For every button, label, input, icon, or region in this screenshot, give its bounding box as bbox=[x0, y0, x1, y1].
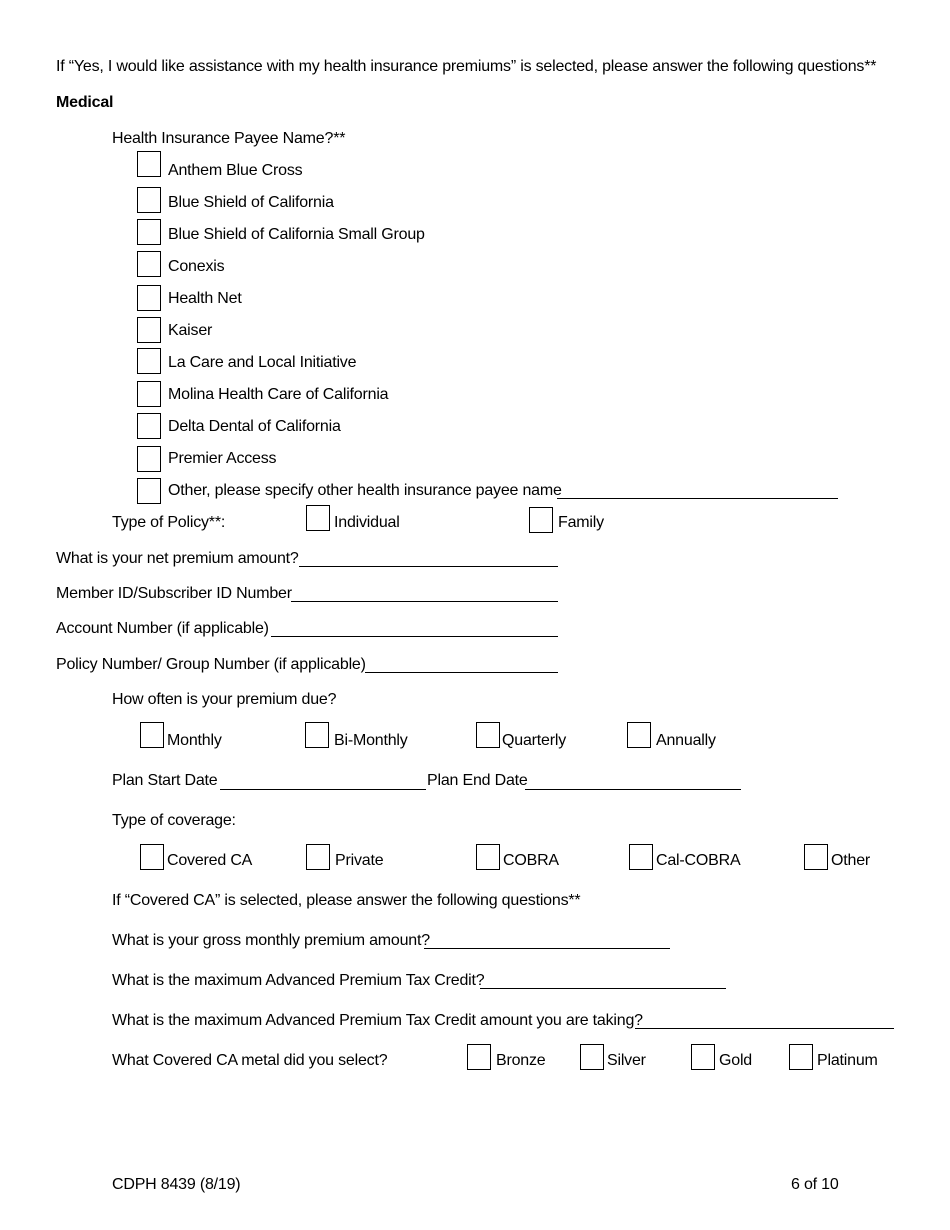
net-premium-input-line[interactable] bbox=[299, 566, 558, 567]
section-title: Medical bbox=[56, 94, 114, 111]
coverage-label-cobra: COBRA bbox=[503, 852, 559, 869]
payee-label-anthem: Anthem Blue Cross bbox=[168, 162, 303, 179]
frequency-checkbox-annually[interactable] bbox=[627, 722, 651, 748]
coverage-label: Type of coverage: bbox=[112, 812, 236, 829]
plan-end-input-line[interactable] bbox=[525, 789, 741, 790]
frequency-label-quarterly: Quarterly bbox=[502, 732, 566, 749]
payee-checkbox-other[interactable] bbox=[137, 478, 161, 504]
frequency-checkbox-quarterly[interactable] bbox=[476, 722, 500, 748]
metal-label-bronze: Bronze bbox=[496, 1052, 546, 1069]
payee-checkbox-blue-shield-small-group[interactable] bbox=[137, 219, 161, 245]
footer-form-id: CDPH 8439 (8/19) bbox=[112, 1176, 241, 1193]
member-id-input-line[interactable] bbox=[291, 601, 558, 602]
payee-label-delta-dental: Delta Dental of California bbox=[168, 418, 341, 435]
frequency-label-bi-monthly: Bi-Monthly bbox=[334, 732, 408, 749]
aptc-taking-input-line[interactable] bbox=[635, 1028, 894, 1029]
payee-checkbox-premier-access[interactable] bbox=[137, 446, 161, 472]
footer-page-number: 6 of 10 bbox=[791, 1176, 839, 1193]
policy-type-label: Type of Policy**: bbox=[112, 514, 226, 531]
coverage-label-other: Other bbox=[831, 852, 871, 869]
account-number-input-line[interactable] bbox=[271, 636, 558, 637]
plan-end-label: Plan End Date bbox=[427, 772, 528, 789]
covered-ca-intro: If “Covered CA” is selected, please answer the following questions** bbox=[112, 892, 581, 909]
coverage-label-cal-cobra: Cal-COBRA bbox=[656, 852, 741, 869]
coverage-checkbox-cal-cobra[interactable] bbox=[629, 844, 653, 870]
account-number-label: Account Number (if applicable) bbox=[56, 620, 269, 637]
coverage-checkbox-covered-ca[interactable] bbox=[140, 844, 164, 870]
payee-label-premier-access: Premier Access bbox=[168, 450, 277, 467]
payee-checkbox-health-net[interactable] bbox=[137, 285, 161, 311]
coverage-label-private: Private bbox=[335, 852, 384, 869]
intro-text: If “Yes, I would like assistance with my health insurance premiums” is selected, please answer the following questions** bbox=[56, 58, 877, 75]
coverage-checkbox-other[interactable] bbox=[804, 844, 828, 870]
policy-label-individual: Individual bbox=[334, 514, 400, 531]
policy-label-family: Family bbox=[558, 514, 604, 531]
policy-checkbox-family[interactable] bbox=[529, 507, 553, 533]
max-aptc-input-line[interactable] bbox=[480, 988, 726, 989]
payee-label-other: Other, please specify other health insurance payee name bbox=[168, 482, 562, 499]
metal-label-gold: Gold bbox=[719, 1052, 752, 1069]
payee-checkbox-blue-shield[interactable] bbox=[137, 187, 161, 213]
payee-checkbox-la-care[interactable] bbox=[137, 348, 161, 374]
frequency-checkbox-bi-monthly[interactable] bbox=[305, 722, 329, 748]
aptc-taking-label: What is the maximum Advanced Premium Tax Credit amount you are taking? bbox=[112, 1012, 643, 1029]
payee-label-la-care: La Care and Local Initiative bbox=[168, 354, 357, 371]
payee-question: Health Insurance Payee Name?** bbox=[112, 130, 346, 147]
plan-start-label: Plan Start Date bbox=[112, 772, 218, 789]
payee-label-molina: Molina Health Care of California bbox=[168, 386, 389, 403]
frequency-checkbox-monthly[interactable] bbox=[140, 722, 164, 748]
payee-checkbox-molina[interactable] bbox=[137, 381, 161, 407]
metal-label-silver: Silver bbox=[607, 1052, 646, 1069]
payee-checkbox-anthem[interactable] bbox=[137, 151, 161, 177]
net-premium-label: What is your net premium amount? bbox=[56, 550, 299, 567]
payee-checkbox-kaiser[interactable] bbox=[137, 317, 161, 343]
coverage-label-covered-ca: Covered CA bbox=[167, 852, 253, 869]
metal-checkbox-bronze[interactable] bbox=[467, 1044, 491, 1070]
frequency-question: How often is your premium due? bbox=[112, 691, 337, 708]
metal-question: What Covered CA metal did you select? bbox=[112, 1052, 388, 1069]
metal-checkbox-gold[interactable] bbox=[691, 1044, 715, 1070]
payee-label-health-net: Health Net bbox=[168, 290, 242, 307]
metal-label-platinum: Platinum bbox=[817, 1052, 878, 1069]
payee-label-blue-shield: Blue Shield of California bbox=[168, 194, 334, 211]
metal-checkbox-silver[interactable] bbox=[580, 1044, 604, 1070]
policy-number-input-line[interactable] bbox=[365, 672, 558, 673]
payee-other-input-line[interactable] bbox=[557, 498, 838, 499]
payee-label-conexis: Conexis bbox=[168, 258, 225, 275]
payee-label-kaiser: Kaiser bbox=[168, 322, 213, 339]
member-id-label: Member ID/Subscriber ID Number bbox=[56, 585, 292, 602]
frequency-label-monthly: Monthly bbox=[167, 732, 222, 749]
plan-start-input-line[interactable] bbox=[220, 789, 426, 790]
payee-label-blue-shield-small-group: Blue Shield of California Small Group bbox=[168, 226, 425, 243]
coverage-checkbox-cobra[interactable] bbox=[476, 844, 500, 870]
metal-checkbox-platinum[interactable] bbox=[789, 1044, 813, 1070]
payee-checkbox-conexis[interactable] bbox=[137, 251, 161, 277]
payee-checkbox-delta-dental[interactable] bbox=[137, 413, 161, 439]
frequency-label-annually: Annually bbox=[656, 732, 716, 749]
policy-number-label: Policy Number/ Group Number (if applicable) bbox=[56, 656, 366, 673]
gross-premium-input-line[interactable] bbox=[424, 948, 670, 949]
max-aptc-label: What is the maximum Advanced Premium Tax Credit? bbox=[112, 972, 485, 989]
coverage-checkbox-private[interactable] bbox=[306, 844, 330, 870]
policy-checkbox-individual[interactable] bbox=[306, 505, 330, 531]
gross-premium-label: What is your gross monthly premium amount? bbox=[112, 932, 430, 949]
